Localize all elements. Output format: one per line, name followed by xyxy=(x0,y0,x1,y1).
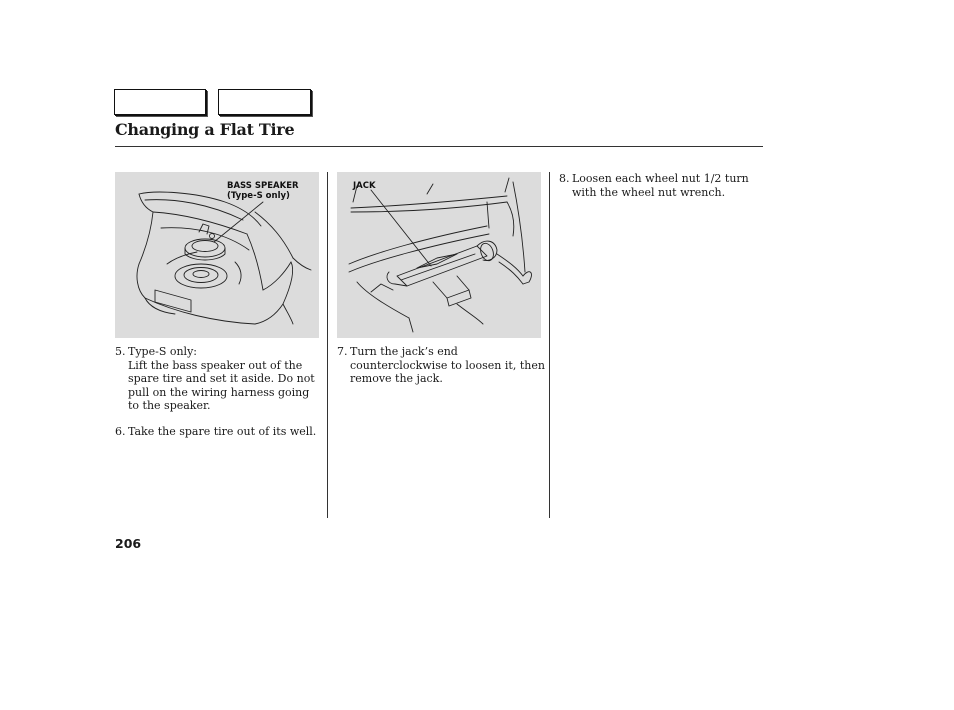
step-6-number: 6. xyxy=(115,425,126,438)
bass-speaker-callout xyxy=(227,181,299,201)
callout-line-1: BASS SPEAKER xyxy=(227,181,299,191)
callout-line-2: (Type-S only) xyxy=(227,191,290,201)
step-6-text: Take the spare tire out of its well. xyxy=(128,425,317,438)
nav-tab-2[interactable] xyxy=(218,89,311,115)
step-5-heading: Type-S only: xyxy=(128,345,197,358)
step-8-text: Loosen each wheel nut 1/2 turn with the wheel nut wrench. xyxy=(572,172,749,199)
step-7 xyxy=(337,345,545,386)
jack-callout: JACK xyxy=(353,181,376,191)
page-number: 206 xyxy=(115,536,142,551)
jack-drawing xyxy=(337,172,541,338)
nav-tab-1[interactable] xyxy=(114,89,206,115)
bass-speaker-illustration xyxy=(115,172,319,338)
step-6 xyxy=(115,425,323,439)
page-title: Changing a Flat Tire xyxy=(115,120,295,139)
jack-illustration xyxy=(337,172,541,338)
column-divider-1 xyxy=(327,172,328,518)
step-5-text: Lift the bass speaker out of the spare tire and set it aside. Do not pull on the wiring harness going to the speaker. xyxy=(128,358,315,412)
step-7-number: 7. xyxy=(337,345,348,358)
step-8 xyxy=(559,172,759,199)
step-7-text: Turn the jack’s end counterclockwise to loosen it, then remove the jack. xyxy=(350,345,545,385)
step-8-number: 8. xyxy=(559,172,570,185)
step-5-number: 5. xyxy=(115,345,126,358)
column-divider-2 xyxy=(549,172,550,518)
step-5 xyxy=(115,345,323,413)
title-divider xyxy=(115,146,763,147)
